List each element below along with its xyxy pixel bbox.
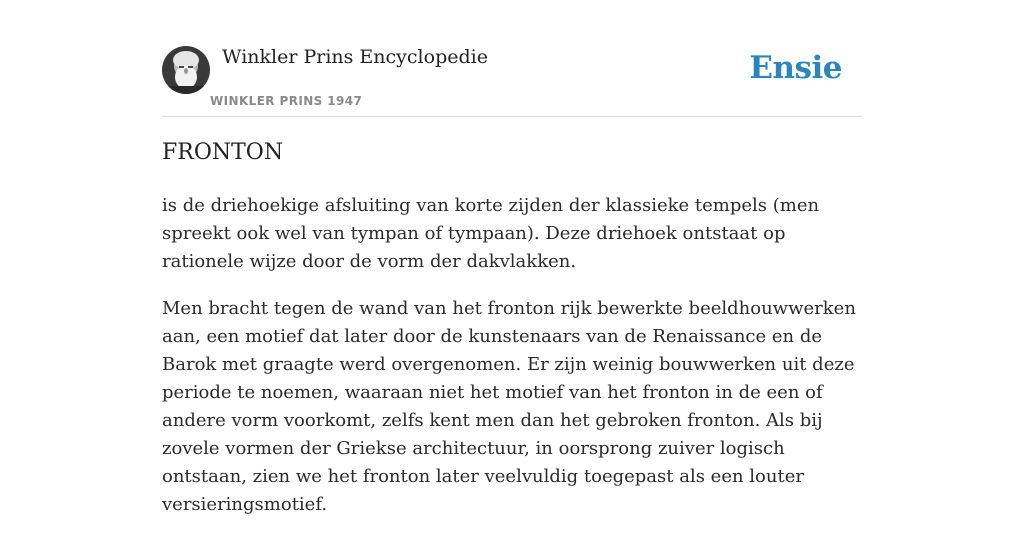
page-container (162, 0, 862, 515)
article-paragraph: Men bracht tegen de wand van het fronton rijk bewerkte beeldhouwwerken aan, een motief dat later door de kunstenaars van de Renaissance en de Barok met graagte werd overgenomen. Er zijn weinig bouwwerken uit deze periode te noemen, waaraan niet het motief van het fronton in de een of andere vorm voorkomt, zelfs kent men dan het gebroken fronton. Als bij zovele vormen der Griekse architectuur, in oorsprong zuiver logisch ontstaan, zien we het fronton later veelvuldig toegepast als een louter versieringsmotief. (162, 298, 856, 515)
article-body (162, 192, 862, 538)
avatar[interactable] (162, 46, 210, 94)
article-paragraph: is de driehoekige afsluiting van korte zijden der klassieke tempels (men spreekt ook wel van tympan of tympaan). Deze driehoek ontstaat op rationele wijze door de vorm der dakvlakken. (162, 195, 820, 272)
source-header (162, 0, 862, 117)
source-edition: WINKLER PRINS 1947 (210, 94, 363, 108)
portrait-icon (162, 46, 210, 94)
brand-logo[interactable]: Ensie (749, 50, 842, 86)
article-title: FRONTON (162, 140, 284, 165)
source-title[interactable]: Winkler Prins Encyclopedie (222, 46, 488, 68)
